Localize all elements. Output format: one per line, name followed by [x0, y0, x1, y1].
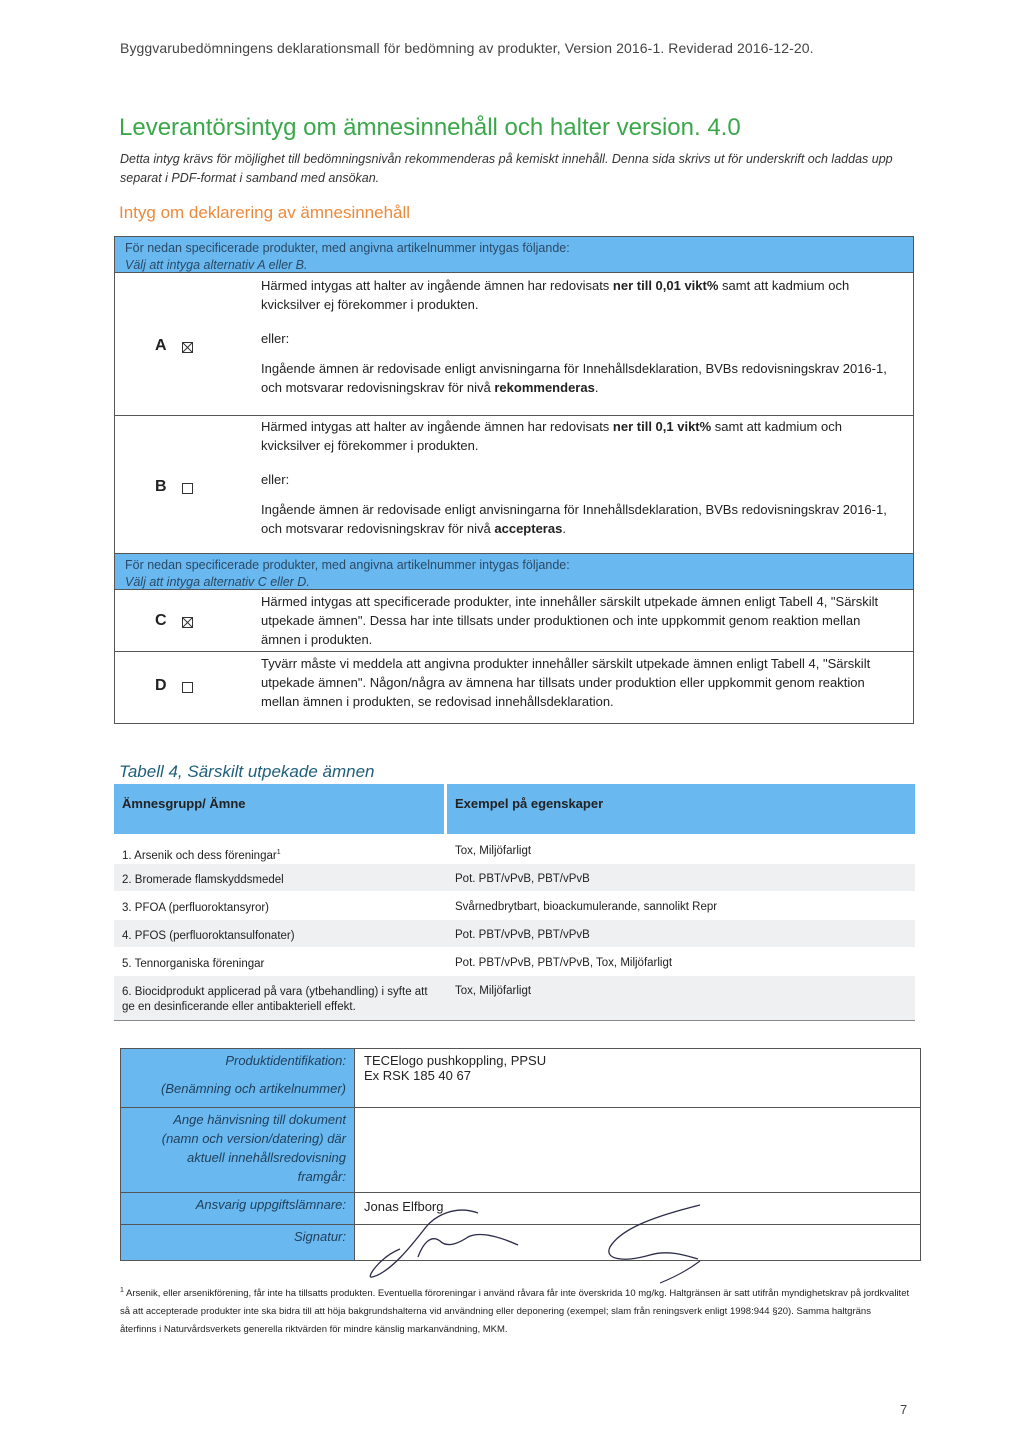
- text-span: .: [562, 521, 566, 536]
- option-a-text-2: [261, 359, 901, 397]
- option-b-checkbox[interactable]: [182, 483, 193, 494]
- instruction-bar-ab: [115, 237, 913, 273]
- text-span: Härmed intygas att halter av ingående ämnen har redovisats: [261, 278, 613, 293]
- table-cell: Svårnedbrytbart, bioackumulerande, sannolikt Repr: [455, 901, 718, 913]
- table-row: [114, 864, 915, 891]
- option-b-or: eller:: [261, 472, 290, 487]
- footnote-text: Arsenik, eller arsenikförening, får inte ha tillsatts produkten. Eventuella föroreningar i använd råvara får inte överskrida 10 mg/kg. Haltgränsen är satt utifrån myndighetskrav på jordkvalitet så att accepterade produkter inte ska bidra till att höja bakgrundshalterna vid användning eller deponering (exempel; slam från reningsverk enligt 1998:944 §20). Samma haltgräns återfinns i Naturvårdsverkets generella riktvärden för mindre känslig markanvändning, MKM.: [120, 1288, 910, 1336]
- option-letter: A: [155, 337, 167, 354]
- text-span: Ingående ämnen är redovisade enligt anvisningarna för Innehållsdeklaration, BVBs redovisningskrav 2016-1, och motsvarar redovisningskrav för nivå: [261, 361, 887, 395]
- page-title: Leverantörsintyg om ämnesinnehåll och halter version. 4.0: [119, 114, 741, 141]
- table-cell: Pot. PBT/vPvB, PBT/vPvB, Tox, Miljöfarligt: [455, 957, 673, 969]
- handwritten-signature: [360, 1197, 720, 1287]
- table-cell: 3. PFOA (perfluoroktansyror): [122, 902, 269, 914]
- checkbox-check-icon: [182, 617, 193, 628]
- label-column: [121, 1049, 355, 1260]
- option-letter: B: [155, 478, 167, 495]
- table-cell: Tox, Miljöfarligt: [455, 845, 532, 857]
- instruction-line: För nedan specificerade produkter, med angivna artikelnummer intygas följande:: [125, 241, 570, 255]
- page-number: 7: [900, 1402, 908, 1417]
- table-header-cell: Ämnesgrupp/ Ämne: [114, 784, 444, 834]
- signature-label: Signatur:: [293, 1229, 346, 1244]
- option-d-checkbox[interactable]: [182, 682, 193, 693]
- product-id-value[interactable]: [364, 1053, 546, 1083]
- table-cell: 4. PFOS (perfluoroktansulfonater): [122, 930, 295, 942]
- text-span: Ingående ämnen är redovisade enligt anvisningarna för Innehållsdeklaration, BVBs redovisningskrav 2016-1, och motsvarar redovisningskrav för nivå: [261, 502, 887, 536]
- product-id-label: Produktidentifikation:: [225, 1053, 346, 1068]
- option-c-text: Härmed intygas att specificerade produkter, inte innehåller särskilt utpekade ämnen enligt Tabell 4, "Särskilt utpekade ämnen". Dessa har inte tillsats under produktionen och inte uppkommit genom reaktion mellan ämnen i produkten.: [261, 594, 879, 647]
- table-row: [114, 976, 915, 1020]
- table-row: [114, 920, 915, 947]
- cell-text: 1. Arsenik och dess föreningar: [122, 849, 277, 862]
- table-row: [114, 836, 915, 863]
- instruction-line: För nedan specificerade produkter, med angivna artikelnummer intygas följande:: [125, 558, 570, 572]
- table-row: [114, 948, 915, 975]
- footnote: [120, 1282, 910, 1339]
- responsible-label: Ansvarig uppgiftslämnare:: [195, 1197, 346, 1212]
- table-cell: 5. Tennorganiska föreningar: [122, 958, 265, 970]
- row-divider: [121, 1107, 920, 1108]
- table-row: [114, 892, 915, 919]
- emphasis: rekommenderas: [494, 380, 595, 395]
- option-letter: D: [155, 677, 167, 694]
- checkbox-check-icon: [182, 342, 193, 353]
- intro-text: Detta intyg krävs för möjlighet till bedömningsnivån rekommenderas på kemiskt innehåll. Denna sida skrivs ut för underskrift och laddas upp separat i PDF-format i samband med ansökan.: [120, 152, 893, 185]
- table-cell: 6. Biocidprodukt applicerad på vara (ytbehandling) i syfte att ge en desinficerande eller antibakteriell effekt.: [122, 986, 428, 1013]
- option-c-row: [115, 590, 913, 652]
- document-reference-label: Ange hänvisning till dokument (namn och version/datering) där aktuell innehållsredovisning framgår:: [161, 1112, 346, 1184]
- table-cell: [122, 845, 442, 864]
- responsible-value[interactable]: Jonas Elfborg: [364, 1199, 444, 1214]
- table-header-cell: Exempel på egenskaper: [447, 784, 915, 834]
- table-cell: Pot. PBT/vPvB, PBT/vPvB: [455, 929, 590, 941]
- option-d-text: Tyvärr måste vi meddela att angivna produkter innehåller särskilt utpekade ämnen enligt Tabell 4, "Särskilt utpekade ämnen". Någon/några av ämnena har tillsats under produktion eller uppkommit genom reaktion mellan ämnen i produkten, se redovisad innehållsdeklaration.: [261, 656, 871, 709]
- instruction-choice: Välj att intyga alternativ A eller B.: [125, 258, 308, 272]
- text-span: .: [594, 380, 599, 395]
- option-a-row: [115, 273, 913, 416]
- section-title: Intyg om deklarering av ämnesinnehåll: [119, 203, 411, 222]
- table-header: [114, 784, 915, 834]
- emphasis: ner till 0,01 vikt%: [612, 278, 719, 293]
- text-span: samt att kadmium och kvicksilver ej förekommer i produkten.: [261, 419, 842, 453]
- emphasis: ner till 0,1 vikt%: [612, 419, 712, 434]
- option-b-row: [115, 416, 913, 554]
- instruction-bar-cd: [115, 554, 913, 590]
- option-b-text-2: [261, 500, 901, 538]
- table-bottom-rule: [114, 1020, 915, 1021]
- option-d-row: [115, 652, 913, 723]
- row-divider: [121, 1192, 920, 1193]
- declaration-box: [114, 236, 914, 724]
- document-header: Byggvarubedömningens deklarationsmall för bedömning av produkter, Version 2016-1. Reviderad 2016-12-20.: [120, 40, 814, 56]
- option-a-checkbox[interactable]: [182, 342, 193, 353]
- option-b-text: [261, 417, 901, 455]
- product-id-sublabel: (Benämning och artikelnummer): [161, 1081, 346, 1096]
- option-a-or: eller:: [261, 331, 290, 346]
- product-article-number: Ex RSK 185 40 67: [364, 1068, 471, 1083]
- footnote-ref: 1: [276, 849, 281, 856]
- option-a-text: [261, 276, 901, 314]
- footnote-marker: 1: [120, 1287, 124, 1294]
- table-cell: Tox, Miljöfarligt: [455, 985, 532, 997]
- table-cell: Pot. PBT/vPvB, PBT/vPvB: [455, 873, 590, 885]
- product-name: TECElogo pushkoppling, PPSU: [364, 1053, 547, 1068]
- instruction-choice: Välj att intyga alternativ C eller D.: [125, 575, 310, 589]
- option-letter: C: [155, 612, 167, 629]
- document-reference-field[interactable]: [364, 1113, 904, 1183]
- emphasis: accepteras: [494, 521, 563, 536]
- table-cell: 2. Bromerade flamskyddsmedel: [122, 874, 284, 886]
- option-c-checkbox[interactable]: [182, 617, 193, 628]
- table-title: Tabell 4, Särskilt utpekade ämnen: [119, 762, 375, 781]
- text-span: samt att kadmium och kvicksilver ej förekommer i produkten.: [261, 278, 850, 312]
- text-span: Härmed intygas att halter av ingående ämnen har redovisats: [261, 419, 613, 434]
